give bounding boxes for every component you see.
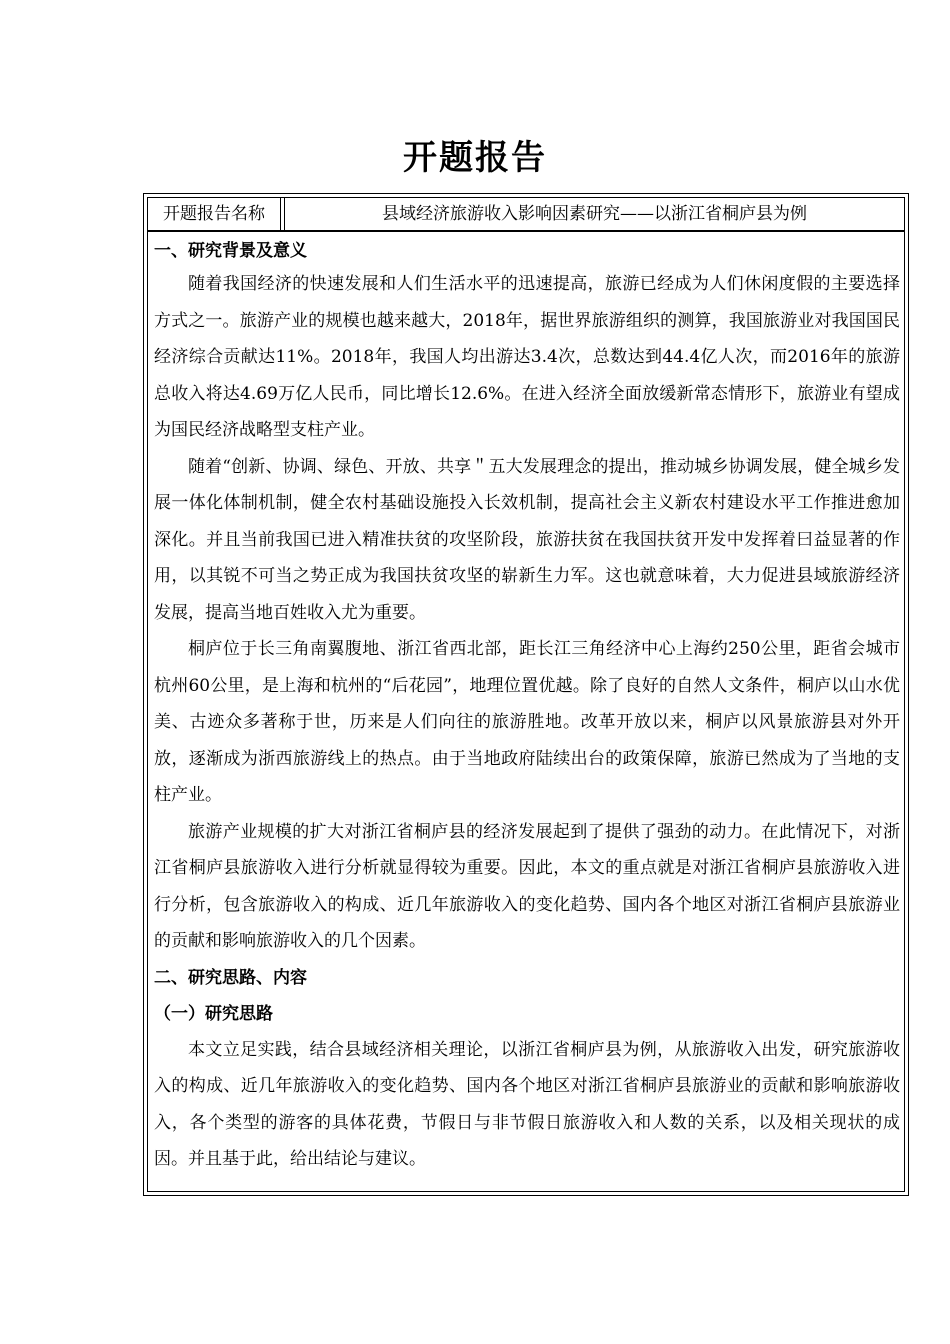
report-table: [143, 193, 909, 1196]
page-title: 开题报告: [403, 138, 547, 178]
report-content: [154, 236, 900, 1178]
section-heading-background: 一、研究背景及意义: [154, 241, 307, 261]
report-table-inner: [147, 197, 905, 1192]
report-name-row: [148, 198, 904, 232]
paragraph-background-3: 桐庐位于长三角南翼腹地、浙江省西北部，距长江三角经济中心上海约250公里，距省会城市杭州60公里，是上海和杭州的“后花园”，地理位置优越。除了良好的自然人文条件，桐庐以山水优美、古迹众多著称于世，历来是人们向往的旅游胜地。改革开放以来，桐庐以风景旅游县对外开放，逐渐成为浙西旅游线上的热点。由于当地政府陆续出台的政策保障，旅游已然成为了当地的支柱产业。: [154, 639, 900, 805]
paragraph-background-4: 旅游产业规模的扩大对浙江省桐庐县的经济发展起到了提供了强劲的动力。在此情况下，对浙江省桐庐县旅游收入进行分析就显得较为重要。因此，本文的重点就是对浙江省桐庐县旅游收入进行分析，包含旅游收入的构成、近几年旅游收入的变化趋势、国内各个地区对浙江省桐庐县旅游业的贡献和影响旅游收入的几个因素。: [154, 821, 900, 951]
paragraph-background-2: 随着“创新、协调、绿色、开放、共享＂五大发展理念的提出，推动城乡协调发展，健全城乡发展一体化体制机制，健全农村基础设施投入长效机制，提高社会主义新农村建设水平工作推进愈加深化。并且当前我国已进入精准扶贫的攻坚阶段，旅游扶贫在我国扶贫开发中发挥着曰益显著的作用，以其锐不可当之势正成为我国扶贫攻坚的崭新生力军。这也就意味着，大力促进县域旅游经济发展，提高当地百姓收入尤为重要。: [154, 456, 900, 623]
report-name-label: 开题报告名称: [148, 198, 281, 230]
section-heading-approach: 二、研究思路、内容: [154, 967, 307, 988]
paragraph-background-1: 随着我国经济的快速发展和人们生活水平的迅速提高，旅游已经成为人们休闲度假的主要选择方式之一。旅游产业的规模也越来越大，2018年，据世界旅游组织的测算，我国旅游业对我国国民经济综合贡献达11%。2018年，我国人均出游达3.4次，总数达到44.4亿人次，而2016年的旅游总收入将达4.69万亿人民币，同比增长12.6%。在进入经济全面放缓新常态情形下，旅游业有望成为国民经济战略型支柱产业。: [154, 274, 900, 440]
paragraph-approach-1: 本文立足实践，结合县域经济相关理论，以浙江省桐庐县为例，从旅游收入出发，研究旅游收入的构成、近几年旅游收入的变化趋势、国内各个地区对浙江省桐庐县旅游业的贡献和影响旅游收入，各个类型的游客的具体花费，节假日与非节假日旅游收入和人数的关系，以及相关现状的成因。并且基于此，给出结论与建议。: [154, 1039, 900, 1169]
subsection-heading-approach: （一）研究思路: [154, 1003, 273, 1024]
report-name-value: 县域经济旅游收入影响因素研究——以浙江省桐庐县为例: [382, 204, 807, 224]
